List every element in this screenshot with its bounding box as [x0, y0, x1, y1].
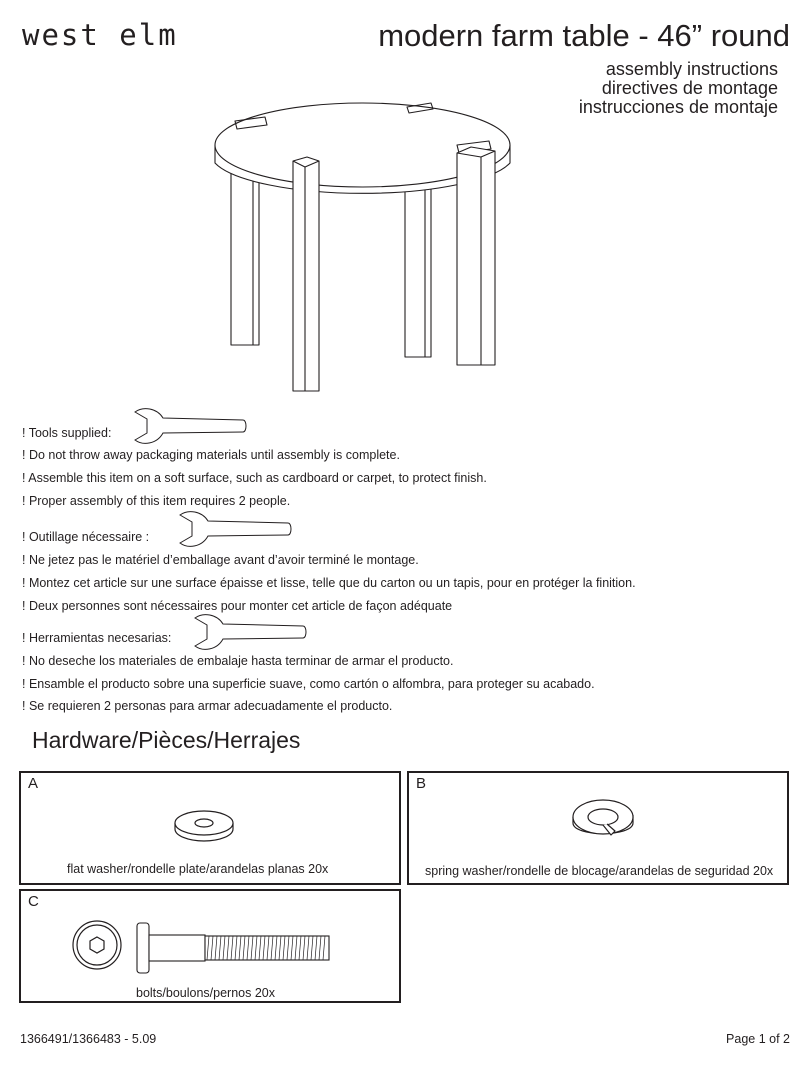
bolt-caption: bolts/boulons/pernos 20x [136, 986, 275, 1000]
subtitle-block [579, 60, 778, 117]
hardware-box-c [19, 889, 401, 1003]
page-title: modern farm table - 46” round [378, 18, 790, 53]
flat-washer-caption: flat washer/rondelle plate/arandelas planas 20x [67, 862, 329, 876]
hardware-letter-b: B [416, 775, 427, 792]
note-emballage: ! Ne jetez pas le matériel d’emballage avant d’avoir terminé le montage. [22, 553, 419, 567]
round-table-illustration [205, 95, 525, 400]
table-front-leg-left [293, 157, 319, 391]
hardware-box-b [407, 771, 789, 885]
note-tools-supplied: ! Tools supplied: [22, 426, 112, 440]
note-surface-epaisse: ! Montez cet article sur une surface épaisse et lisse, telle que du carton ou un tapis, pour en protéger la finition. [22, 576, 636, 590]
product-code: 1366491/1366483 - 5.09 [20, 1032, 157, 1046]
table-back-leg-left [231, 173, 259, 345]
subtitle-spanish: instrucciones de montaje [578, 97, 778, 117]
hardware-letter-c: C [28, 893, 39, 910]
table-back-leg-right [405, 185, 431, 357]
note-superficie-suave: ! Ensamble el producto sobre una superficie suave, como cartón o alfombra, para proteger su acabado. [22, 677, 595, 691]
subtitle-french: directives de montage [601, 78, 778, 98]
note-dos-personas: ! Se requieren 2 personas para armar adecuadamente el producto. [22, 699, 393, 713]
flat-washer-icon [169, 805, 239, 845]
table-front-leg-right [457, 147, 495, 365]
note-packaging: ! Do not throw away packaging materials until assembly is complete. [22, 448, 400, 462]
note-deux-personnes: ! Deux personnes sont nécessaires pour monter cet article de façon adéquate [22, 599, 453, 613]
page-number: Page 1 of 2 [726, 1032, 790, 1046]
hex-wrench-icon [133, 406, 248, 446]
spring-washer-caption: spring washer/rondelle de blocage/arandelas de seguridad 20x [425, 864, 774, 878]
hardware-heading: Hardware/Pièces/Herrajes [32, 727, 301, 753]
bolt-head-icon [67, 913, 131, 977]
hex-wrench-icon [178, 509, 293, 549]
note-outillage: ! Outillage nécessaire : [22, 530, 150, 544]
brand-logo: west elm [22, 18, 178, 52]
hardware-letter-a: A [28, 775, 39, 792]
note-herramientas: ! Herramientas necesarias: [22, 631, 172, 645]
hardware-box-a [19, 771, 401, 885]
note-soft-surface: ! Assemble this item on a soft surface, such as cardboard or carpet, to protect finish. [22, 471, 487, 485]
hex-wrench-icon [193, 612, 308, 652]
spring-washer-icon [567, 791, 639, 845]
note-embalaje: ! No deseche los materiales de embalaje hasta terminar de armar el producto. [22, 654, 454, 668]
bolt-side-icon [133, 921, 333, 977]
note-two-people: ! Proper assembly of this item requires 2 people. [22, 494, 291, 508]
subtitle-english: assembly instructions [605, 59, 778, 79]
